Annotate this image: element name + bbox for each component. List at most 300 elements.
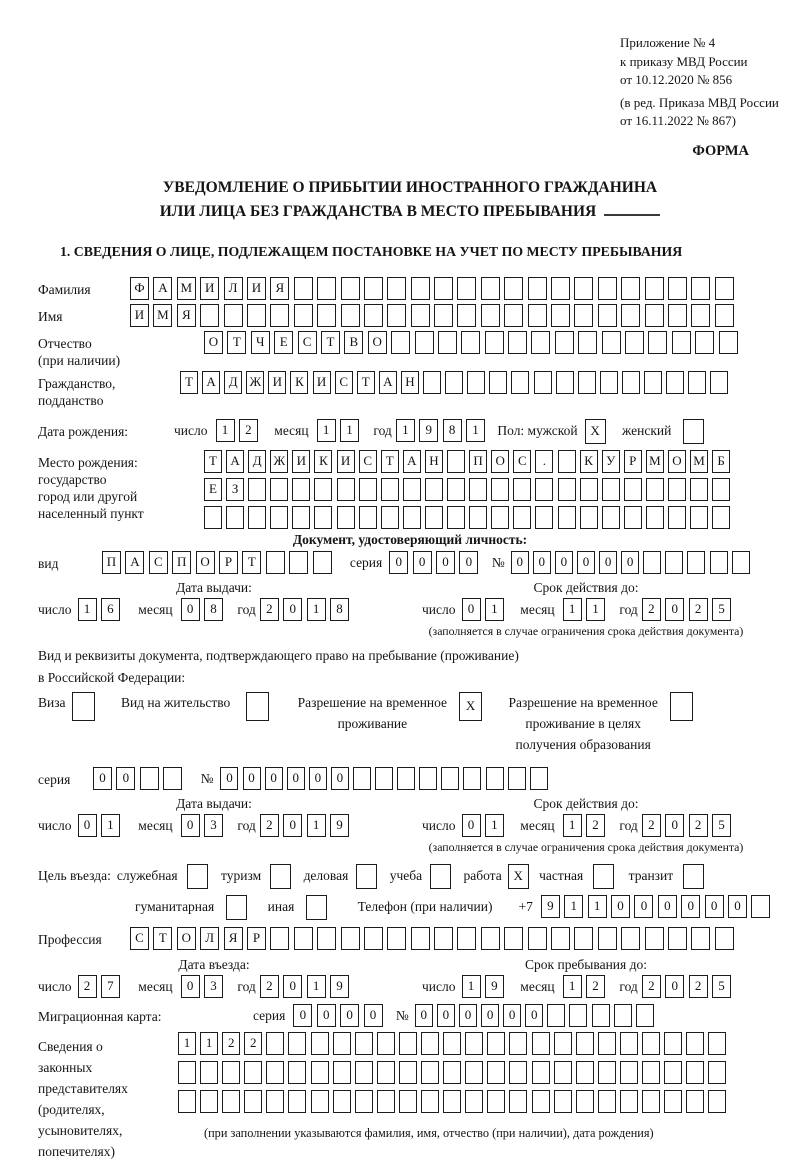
- char-cell[interactable]: Е: [204, 478, 222, 501]
- char-cell[interactable]: X: [459, 692, 482, 721]
- char-cell[interactable]: 0: [728, 895, 747, 918]
- char-cell[interactable]: 0: [287, 767, 305, 790]
- char-cell[interactable]: [708, 1061, 726, 1084]
- char-cell[interactable]: [399, 1061, 417, 1084]
- stay-month-cells[interactable]: [563, 975, 610, 998]
- char-cell[interactable]: .: [535, 450, 553, 473]
- char-cell[interactable]: О: [368, 331, 387, 354]
- char-cell[interactable]: [489, 371, 507, 394]
- char-cell[interactable]: М: [153, 304, 172, 327]
- char-cell[interactable]: Т: [180, 371, 198, 394]
- char-cell[interactable]: 9: [541, 895, 560, 918]
- char-cell[interactable]: [425, 478, 443, 501]
- char-cell[interactable]: И: [268, 371, 286, 394]
- char-cell[interactable]: [294, 304, 313, 327]
- char-cell[interactable]: [288, 1061, 306, 1084]
- char-cell[interactable]: П: [102, 551, 121, 574]
- char-cell[interactable]: 1: [485, 598, 504, 621]
- char-cell[interactable]: М: [690, 450, 708, 473]
- char-cell[interactable]: [642, 1032, 660, 1055]
- char-cell[interactable]: [646, 506, 664, 529]
- char-cell[interactable]: Е: [274, 331, 293, 354]
- char-cell[interactable]: 9: [419, 419, 438, 442]
- char-cell[interactable]: 0: [181, 598, 200, 621]
- char-cell[interactable]: А: [153, 277, 172, 300]
- char-cell[interactable]: [411, 927, 430, 950]
- char-cell[interactable]: [341, 304, 360, 327]
- char-cell[interactable]: Д: [224, 371, 242, 394]
- char-cell[interactable]: [364, 277, 383, 300]
- char-cell[interactable]: [598, 1032, 616, 1055]
- char-cell[interactable]: [592, 1004, 610, 1027]
- char-cell[interactable]: Т: [381, 450, 399, 473]
- char-cell[interactable]: [381, 478, 399, 501]
- char-cell[interactable]: [266, 551, 285, 574]
- char-cell[interactable]: [732, 551, 750, 574]
- char-cell[interactable]: [509, 1032, 527, 1055]
- doc-series-cells[interactable]: [389, 551, 483, 574]
- doc-type-cells[interactable]: [102, 551, 336, 574]
- char-cell[interactable]: У: [602, 450, 620, 473]
- char-cell[interactable]: 1: [178, 1032, 196, 1055]
- char-cell[interactable]: [337, 506, 355, 529]
- char-cell[interactable]: [163, 767, 182, 790]
- char-cell[interactable]: 7: [101, 975, 120, 998]
- char-cell[interactable]: З: [226, 478, 244, 501]
- patronymic-cells[interactable]: [204, 331, 742, 354]
- entry-year-cells[interactable]: [260, 975, 354, 998]
- char-cell[interactable]: [403, 506, 421, 529]
- char-cell[interactable]: [664, 1090, 682, 1113]
- char-cell[interactable]: [434, 277, 453, 300]
- char-cell[interactable]: [665, 551, 683, 574]
- char-cell[interactable]: [425, 506, 443, 529]
- char-cell[interactable]: [447, 450, 465, 473]
- char-cell[interactable]: [457, 927, 476, 950]
- char-cell[interactable]: [270, 506, 288, 529]
- char-cell[interactable]: 9: [330, 975, 349, 998]
- char-cell[interactable]: 2: [689, 814, 708, 837]
- char-cell[interactable]: [554, 1032, 572, 1055]
- char-cell[interactable]: 0: [78, 814, 97, 837]
- char-cell[interactable]: [226, 895, 247, 920]
- char-cell[interactable]: [686, 1090, 704, 1113]
- char-cell[interactable]: [381, 506, 399, 529]
- char-cell[interactable]: 2: [642, 975, 661, 998]
- profession-cells[interactable]: [130, 927, 738, 950]
- char-cell[interactable]: 0: [665, 814, 684, 837]
- char-cell[interactable]: [513, 478, 531, 501]
- char-cell[interactable]: [528, 927, 547, 950]
- char-cell[interactable]: [551, 277, 570, 300]
- char-cell[interactable]: [403, 478, 421, 501]
- char-cell[interactable]: [314, 506, 332, 529]
- char-cell[interactable]: [645, 927, 664, 950]
- char-cell[interactable]: [504, 277, 523, 300]
- char-cell[interactable]: [200, 1061, 218, 1084]
- char-cell[interactable]: [554, 1090, 572, 1113]
- char-cell[interactable]: 2: [239, 419, 258, 442]
- char-cell[interactable]: [487, 1032, 505, 1055]
- char-cell[interactable]: [666, 371, 684, 394]
- char-cell[interactable]: Р: [247, 927, 266, 950]
- char-cell[interactable]: [508, 767, 526, 790]
- char-cell[interactable]: 1: [563, 814, 582, 837]
- doc-valid-month-cells[interactable]: [563, 598, 610, 621]
- char-cell[interactable]: [504, 927, 523, 950]
- char-cell[interactable]: [443, 1090, 461, 1113]
- char-cell[interactable]: П: [469, 450, 487, 473]
- char-cell[interactable]: [289, 551, 308, 574]
- char-cell[interactable]: 0: [283, 975, 302, 998]
- char-cell[interactable]: [690, 506, 708, 529]
- char-cell[interactable]: [598, 304, 617, 327]
- char-cell[interactable]: С: [298, 331, 317, 354]
- char-cell[interactable]: [636, 1004, 654, 1027]
- checkbox-female[interactable]: [683, 419, 708, 444]
- char-cell[interactable]: [266, 1061, 284, 1084]
- char-cell[interactable]: 0: [599, 551, 617, 574]
- char-cell[interactable]: [624, 506, 642, 529]
- char-cell[interactable]: Л: [224, 277, 243, 300]
- char-cell[interactable]: [668, 927, 687, 950]
- char-cell[interactable]: С: [513, 450, 531, 473]
- checkbox-male[interactable]: [585, 419, 610, 444]
- char-cell[interactable]: [558, 506, 576, 529]
- char-cell[interactable]: [355, 1032, 373, 1055]
- char-cell[interactable]: 6: [101, 598, 120, 621]
- char-cell[interactable]: [364, 927, 383, 950]
- char-cell[interactable]: [558, 478, 576, 501]
- residence-series-cells[interactable]: [93, 767, 187, 790]
- char-cell[interactable]: [530, 767, 548, 790]
- char-cell[interactable]: [712, 506, 730, 529]
- char-cell[interactable]: [578, 371, 596, 394]
- char-cell[interactable]: [532, 1061, 550, 1084]
- char-cell[interactable]: [200, 304, 219, 327]
- char-cell[interactable]: [461, 331, 480, 354]
- char-cell[interactable]: [569, 1004, 587, 1027]
- stay-day-cells[interactable]: [462, 975, 509, 998]
- char-cell[interactable]: [415, 331, 434, 354]
- doc-issue-year-cells[interactable]: [260, 598, 354, 621]
- char-cell[interactable]: 1: [563, 975, 582, 998]
- char-cell[interactable]: Р: [219, 551, 238, 574]
- char-cell[interactable]: А: [403, 450, 421, 473]
- char-cell[interactable]: 1: [307, 598, 326, 621]
- birthdate-year-cells[interactable]: [396, 419, 490, 442]
- checkbox-tourism[interactable]: [270, 864, 295, 889]
- char-cell[interactable]: [333, 1061, 351, 1084]
- char-cell[interactable]: [672, 331, 691, 354]
- char-cell[interactable]: М: [646, 450, 664, 473]
- char-cell[interactable]: [317, 277, 336, 300]
- char-cell[interactable]: [248, 506, 266, 529]
- char-cell[interactable]: 2: [260, 598, 279, 621]
- char-cell[interactable]: [270, 304, 289, 327]
- char-cell[interactable]: 0: [309, 767, 327, 790]
- char-cell[interactable]: [576, 1090, 594, 1113]
- char-cell[interactable]: 0: [525, 1004, 543, 1027]
- char-cell[interactable]: [270, 864, 291, 889]
- char-cell[interactable]: [178, 1061, 196, 1084]
- char-cell[interactable]: [222, 1061, 240, 1084]
- char-cell[interactable]: 0: [181, 975, 200, 998]
- char-cell[interactable]: [509, 1090, 527, 1113]
- char-cell[interactable]: [576, 1032, 594, 1055]
- char-cell[interactable]: Я: [270, 277, 289, 300]
- char-cell[interactable]: [602, 478, 620, 501]
- char-cell[interactable]: 0: [681, 895, 700, 918]
- char-cell[interactable]: [487, 1061, 505, 1084]
- char-cell[interactable]: [710, 371, 728, 394]
- char-cell[interactable]: [447, 478, 465, 501]
- char-cell[interactable]: 0: [462, 814, 481, 837]
- char-cell[interactable]: [531, 331, 550, 354]
- representatives-cells-row2[interactable]: [178, 1061, 730, 1084]
- char-cell[interactable]: К: [314, 450, 332, 473]
- char-cell[interactable]: [244, 1061, 262, 1084]
- char-cell[interactable]: 9: [485, 975, 504, 998]
- char-cell[interactable]: [447, 506, 465, 529]
- char-cell[interactable]: [359, 506, 377, 529]
- char-cell[interactable]: [668, 277, 687, 300]
- char-cell[interactable]: 1: [78, 598, 97, 621]
- char-cell[interactable]: [266, 1090, 284, 1113]
- char-cell[interactable]: [359, 478, 377, 501]
- char-cell[interactable]: [491, 506, 509, 529]
- doc-valid-year-cells[interactable]: [642, 598, 736, 621]
- char-cell[interactable]: 0: [93, 767, 112, 790]
- char-cell[interactable]: [574, 927, 593, 950]
- char-cell[interactable]: [719, 331, 738, 354]
- char-cell[interactable]: [668, 478, 686, 501]
- char-cell[interactable]: [691, 277, 710, 300]
- char-cell[interactable]: [270, 478, 288, 501]
- char-cell[interactable]: [509, 1061, 527, 1084]
- char-cell[interactable]: [547, 1004, 565, 1027]
- char-cell[interactable]: [375, 767, 393, 790]
- char-cell[interactable]: П: [172, 551, 191, 574]
- birthplace-cells-row3[interactable]: [204, 506, 734, 529]
- char-cell[interactable]: [445, 371, 463, 394]
- char-cell[interactable]: [513, 506, 531, 529]
- char-cell[interactable]: [311, 1061, 329, 1084]
- char-cell[interactable]: 1: [216, 419, 235, 442]
- birthplace-cells-row2[interactable]: [204, 478, 734, 501]
- char-cell[interactable]: 1: [588, 895, 607, 918]
- char-cell[interactable]: [421, 1061, 439, 1084]
- char-cell[interactable]: Т: [357, 371, 375, 394]
- char-cell[interactable]: Н: [401, 371, 419, 394]
- residence-valid-year-cells[interactable]: [642, 814, 736, 837]
- char-cell[interactable]: О: [196, 551, 215, 574]
- char-cell[interactable]: [481, 277, 500, 300]
- char-cell[interactable]: С: [335, 371, 353, 394]
- char-cell[interactable]: [643, 551, 661, 574]
- char-cell[interactable]: [504, 304, 523, 327]
- char-cell[interactable]: X: [585, 419, 606, 444]
- phone-cells[interactable]: [541, 895, 775, 918]
- char-cell[interactable]: [311, 1032, 329, 1055]
- char-cell[interactable]: Я: [177, 304, 196, 327]
- char-cell[interactable]: [399, 1032, 417, 1055]
- char-cell[interactable]: 0: [555, 551, 573, 574]
- char-cell[interactable]: [377, 1061, 395, 1084]
- char-cell[interactable]: [598, 1061, 616, 1084]
- char-cell[interactable]: [485, 331, 504, 354]
- char-cell[interactable]: [578, 331, 597, 354]
- char-cell[interactable]: [397, 767, 415, 790]
- char-cell[interactable]: [411, 277, 430, 300]
- char-cell[interactable]: [691, 304, 710, 327]
- char-cell[interactable]: [248, 478, 266, 501]
- char-cell[interactable]: [602, 331, 621, 354]
- char-cell[interactable]: 8: [330, 598, 349, 621]
- checkbox-residence-permit[interactable]: [246, 692, 273, 721]
- char-cell[interactable]: [200, 1090, 218, 1113]
- char-cell[interactable]: [288, 1090, 306, 1113]
- char-cell[interactable]: [715, 927, 734, 950]
- char-cell[interactable]: [576, 1061, 594, 1084]
- char-cell[interactable]: [487, 1090, 505, 1113]
- checkbox-study[interactable]: [430, 864, 455, 889]
- checkbox-business[interactable]: [356, 864, 381, 889]
- char-cell[interactable]: 0: [283, 814, 302, 837]
- char-cell[interactable]: [620, 1061, 638, 1084]
- char-cell[interactable]: [314, 478, 332, 501]
- char-cell[interactable]: 0: [283, 598, 302, 621]
- char-cell[interactable]: X: [508, 864, 529, 889]
- char-cell[interactable]: С: [359, 450, 377, 473]
- char-cell[interactable]: [598, 277, 617, 300]
- residence-valid-month-cells[interactable]: [563, 814, 610, 837]
- migration-series-cells[interactable]: [293, 1004, 387, 1027]
- char-cell[interactable]: Н: [425, 450, 443, 473]
- char-cell[interactable]: 8: [443, 419, 462, 442]
- char-cell[interactable]: Д: [248, 450, 266, 473]
- char-cell[interactable]: [551, 927, 570, 950]
- char-cell[interactable]: [467, 371, 485, 394]
- char-cell[interactable]: [313, 551, 332, 574]
- char-cell[interactable]: Т: [242, 551, 261, 574]
- char-cell[interactable]: А: [125, 551, 144, 574]
- char-cell[interactable]: О: [177, 927, 196, 950]
- char-cell[interactable]: 0: [462, 598, 481, 621]
- char-cell[interactable]: А: [202, 371, 220, 394]
- char-cell[interactable]: 0: [459, 1004, 477, 1027]
- char-cell[interactable]: [715, 304, 734, 327]
- char-cell[interactable]: [288, 1032, 306, 1055]
- char-cell[interactable]: [292, 478, 310, 501]
- char-cell[interactable]: 3: [204, 814, 223, 837]
- char-cell[interactable]: [140, 767, 159, 790]
- char-cell[interactable]: [469, 506, 487, 529]
- char-cell[interactable]: [341, 927, 360, 950]
- char-cell[interactable]: [642, 1061, 660, 1084]
- char-cell[interactable]: О: [204, 331, 223, 354]
- char-cell[interactable]: 2: [244, 1032, 262, 1055]
- doc-number-cells[interactable]: [511, 551, 754, 574]
- char-cell[interactable]: [387, 304, 406, 327]
- char-cell[interactable]: 1: [396, 419, 415, 442]
- birthdate-day-cells[interactable]: [216, 419, 263, 442]
- char-cell[interactable]: 0: [415, 1004, 433, 1027]
- char-cell[interactable]: [715, 277, 734, 300]
- char-cell[interactable]: [294, 927, 313, 950]
- char-cell[interactable]: [441, 767, 459, 790]
- char-cell[interactable]: [620, 1090, 638, 1113]
- checkbox-transit[interactable]: [683, 864, 708, 889]
- char-cell[interactable]: [443, 1061, 461, 1084]
- char-cell[interactable]: [621, 927, 640, 950]
- char-cell[interactable]: [648, 331, 667, 354]
- char-cell[interactable]: 5: [712, 814, 731, 837]
- checkbox-rvp-education[interactable]: [670, 692, 697, 721]
- char-cell[interactable]: [72, 692, 95, 721]
- char-cell[interactable]: 0: [459, 551, 478, 574]
- char-cell[interactable]: О: [491, 450, 509, 473]
- citizenship-cells[interactable]: [180, 371, 732, 394]
- residence-valid-day-cells[interactable]: [462, 814, 509, 837]
- char-cell[interactable]: И: [313, 371, 331, 394]
- char-cell[interactable]: [294, 277, 313, 300]
- doc-issue-month-cells[interactable]: [181, 598, 228, 621]
- char-cell[interactable]: 0: [665, 598, 684, 621]
- char-cell[interactable]: 0: [658, 895, 677, 918]
- char-cell[interactable]: Я: [224, 927, 243, 950]
- char-cell[interactable]: 2: [222, 1032, 240, 1055]
- char-cell[interactable]: [421, 1090, 439, 1113]
- char-cell[interactable]: [551, 304, 570, 327]
- char-cell[interactable]: [695, 331, 714, 354]
- char-cell[interactable]: [668, 506, 686, 529]
- char-cell[interactable]: 1: [307, 814, 326, 837]
- char-cell[interactable]: 0: [511, 551, 529, 574]
- representatives-cells-row1[interactable]: [178, 1032, 730, 1055]
- char-cell[interactable]: [528, 304, 547, 327]
- char-cell[interactable]: [391, 331, 410, 354]
- name-cells[interactable]: [130, 304, 738, 327]
- char-cell[interactable]: И: [200, 277, 219, 300]
- char-cell[interactable]: [532, 1032, 550, 1055]
- char-cell[interactable]: 2: [689, 598, 708, 621]
- char-cell[interactable]: [434, 304, 453, 327]
- char-cell[interactable]: 9: [330, 814, 349, 837]
- char-cell[interactable]: [683, 864, 704, 889]
- char-cell[interactable]: [481, 927, 500, 950]
- char-cell[interactable]: [688, 371, 706, 394]
- char-cell[interactable]: [642, 1090, 660, 1113]
- char-cell[interactable]: [511, 371, 529, 394]
- char-cell[interactable]: С: [149, 551, 168, 574]
- char-cell[interactable]: [620, 1032, 638, 1055]
- char-cell[interactable]: [421, 1032, 439, 1055]
- char-cell[interactable]: [624, 478, 642, 501]
- char-cell[interactable]: [574, 277, 593, 300]
- residence-number-cells[interactable]: [220, 767, 551, 790]
- char-cell[interactable]: [558, 450, 576, 473]
- char-cell[interactable]: [751, 895, 770, 918]
- char-cell[interactable]: [463, 767, 481, 790]
- char-cell[interactable]: [486, 767, 504, 790]
- char-cell[interactable]: [457, 304, 476, 327]
- char-cell[interactable]: [644, 371, 662, 394]
- char-cell[interactable]: 0: [181, 814, 200, 837]
- char-cell[interactable]: Т: [321, 331, 340, 354]
- char-cell[interactable]: 0: [317, 1004, 336, 1027]
- char-cell[interactable]: 0: [389, 551, 408, 574]
